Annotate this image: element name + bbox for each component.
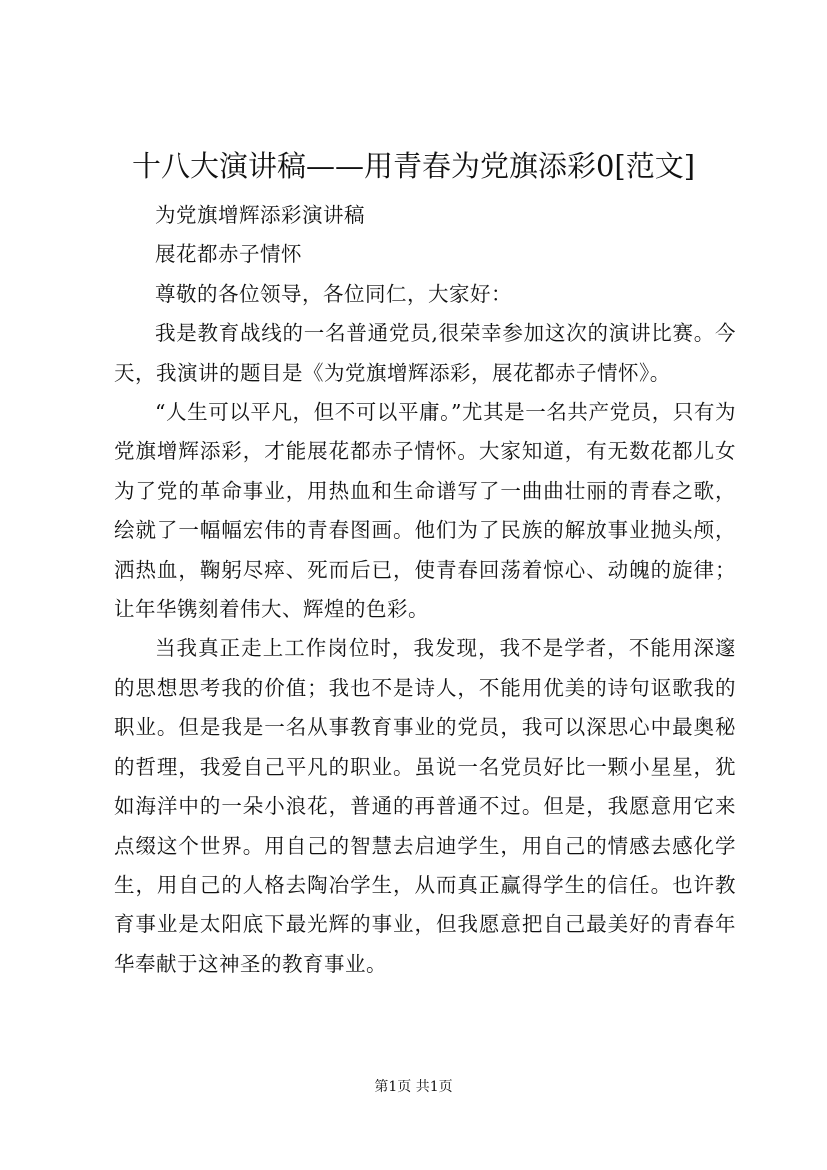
document-title: 十八大演讲稿——用青春为党旗添彩0[范文] [131,149,696,183]
paragraph-greeting: 尊敬的各位领导，各位同仁，大家好： [155,281,512,306]
paragraph-subtitle: 为党旗增辉添彩演讲稿 [155,203,365,227]
paragraph-subtitle-2: 展花都赤子情怀 [155,242,302,267]
paragraph-quote: “人生可以平凡，但不可以平庸。”尤其是一名共产党员，只有为党旗增辉添彩，才能展花都赤子情怀。大家知道，有无数花都儿女为了党的革命事业，用热血和生命谱写了一曲曲壮丽的青春之歌，绘就了一幅幅宏伟的青春图画。他们为了民族的解放事业抛头颅，洒热血，鞠躬尽瘁、死而后已，使青春回荡着惊心、动魄的旋律；让年华镌刻着伟大、辉煌的色彩。 [114,400,736,622]
paragraph-introduction: 我是教育战线的一名普通党员,很荣幸参加这次的演讲比赛。今天，我演讲的题目是《为党旗增辉添彩，展花都赤子情怀》。 [114,321,736,385]
paragraph-career: 当我真正走上工作岗位时，我发现，我不是学者，不能用深邃的思想思考我的价值；我也不是诗人，不能用优美的诗句讴歌我的职业。但是我是一名从事教育事业的党员，我可以深思心中最奥秘的哲理，我爱自己平凡的职业。虽说一名党员好比一颗小星星，犹如海洋中的一朵小浪花，普通的再普通不过。但是，我愿意用它来点缀这个世界。用自己的智慧去启迪学生，用自己的情感去感化学生，用自己的人格去陶冶学生，从而真正赢得学生的信任。也许教育事业是太阳底下最光辉的事业，但我愿意把自己最美好的青春年华奉献于这神圣的教育事业。 [114,636,736,976]
page-footer: 第1页 共1页 [374,1079,453,1095]
document-body [114,196,736,984]
